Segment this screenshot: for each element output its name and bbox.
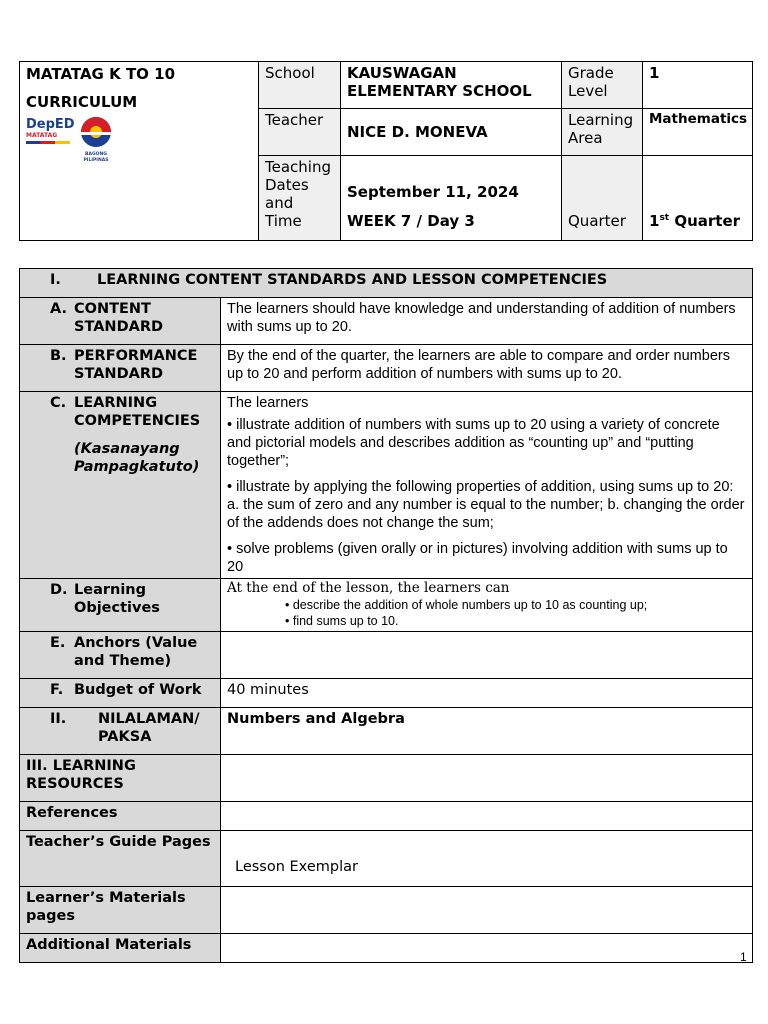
date-value: September 11, 2024 [347, 183, 519, 201]
content-standard-text: The learners should have knowledge and understanding of addition of numbers with sums up to 20. [221, 298, 753, 345]
dates-cell [341, 156, 562, 241]
section-heading: I. LEARNING CONTENT STANDARDS AND LESSON COMPETENCIES [20, 269, 753, 298]
budget-of-work-label: F. Budget of Work [20, 679, 221, 708]
teachers-guide-value: Lesson Exemplar [221, 831, 753, 887]
learning-competencies-label: C. LEARNING COMPETENCIES (Kasanayang Pampagkatuto) [20, 392, 221, 579]
learning-area-value: Mathematics [643, 109, 753, 156]
performance-standard-text: By the end of the quarter, the learners are able to compare and order numbers up to 20 and perform addition of numbers with sums up to 20. [221, 345, 753, 392]
additional-materials-value [221, 934, 753, 963]
list-item: • describe the addition of whole numbers up to 10 as counting up; [285, 598, 648, 612]
learners-materials-label: Learner’s Materials pages [20, 887, 221, 934]
teacher-label: Teacher [259, 109, 341, 156]
grade-label: Grade Level [562, 62, 643, 109]
bagong-pilipinas-seal-logo: BAGONG PILIPINAS [76, 116, 116, 156]
learning-objectives-text: At the end of the lesson, the learners can • describe the addition of whole numbers up to 10 as counting up; • find sums up to 10. [221, 579, 753, 632]
references-value [221, 802, 753, 831]
week-value: WEEK 7 / Day 3 [347, 212, 475, 230]
learning-area-label: Learning Area [562, 109, 643, 156]
learning-resources-label: III. LEARNING RESOURCES [20, 755, 221, 802]
logos [26, 116, 252, 163]
references-label: References [20, 802, 221, 831]
curriculum-cell [20, 62, 259, 241]
budget-of-work-value: 40 minutes [221, 679, 753, 708]
learners-materials-value [221, 887, 753, 934]
teachers-guide-label: Teacher’s Guide Pages [20, 831, 221, 887]
list-item: • find sums up to 10. [285, 614, 399, 628]
learning-competencies-text: The learners • illustrate addition of numbers with sums up to 20 using a variety of concrete and pictorial models and describes addition as “counting up” and “putting together”; • illustrate by applying the following properties of addition, using sums up to 20: a. the sum of zero and any number is equal to the number; b. changing the order of the addends does not change the sum; • solve problems (given orally or in pictures) involving addition with sums up to 20 [221, 392, 753, 579]
anchors-value [221, 632, 753, 679]
content-standard-label: A. CONTENT STANDARD [20, 298, 221, 345]
learning-resources-value [221, 755, 753, 802]
lesson-table [19, 268, 753, 963]
performance-standard-label: B. PERFORMANCE STANDARD [20, 345, 221, 392]
page-number: 1 [740, 950, 747, 964]
additional-materials-label: Additional Materials [20, 934, 221, 963]
header-table [19, 61, 753, 241]
school-value: KAUSWAGAN ELEMENTARY SCHOOL [341, 62, 562, 109]
nilalaman-label: II. NILALAMAN/ PAKSA [20, 708, 221, 755]
grade-value: 1 [643, 62, 753, 109]
objectives-list [227, 597, 746, 629]
anchors-label: E. Anchors (Value and Theme) [20, 632, 221, 679]
teaching-dates-label: Teaching Dates and Time [259, 156, 341, 241]
learning-objectives-label: D. Learning Objectives [20, 579, 221, 632]
school-label: School [259, 62, 341, 109]
quarter-label: Quarter [562, 156, 643, 241]
teacher-value: NICE D. MONEVA [341, 109, 562, 156]
curriculum-line1: MATATAG K TO 10 [26, 65, 176, 83]
nilalaman-value: Numbers and Algebra [221, 708, 753, 755]
quarter-value: 1st Quarter [643, 156, 753, 241]
deped-logo: DepED MATATAG [26, 118, 70, 154]
curriculum-line2: CURRICULUM [26, 93, 138, 111]
